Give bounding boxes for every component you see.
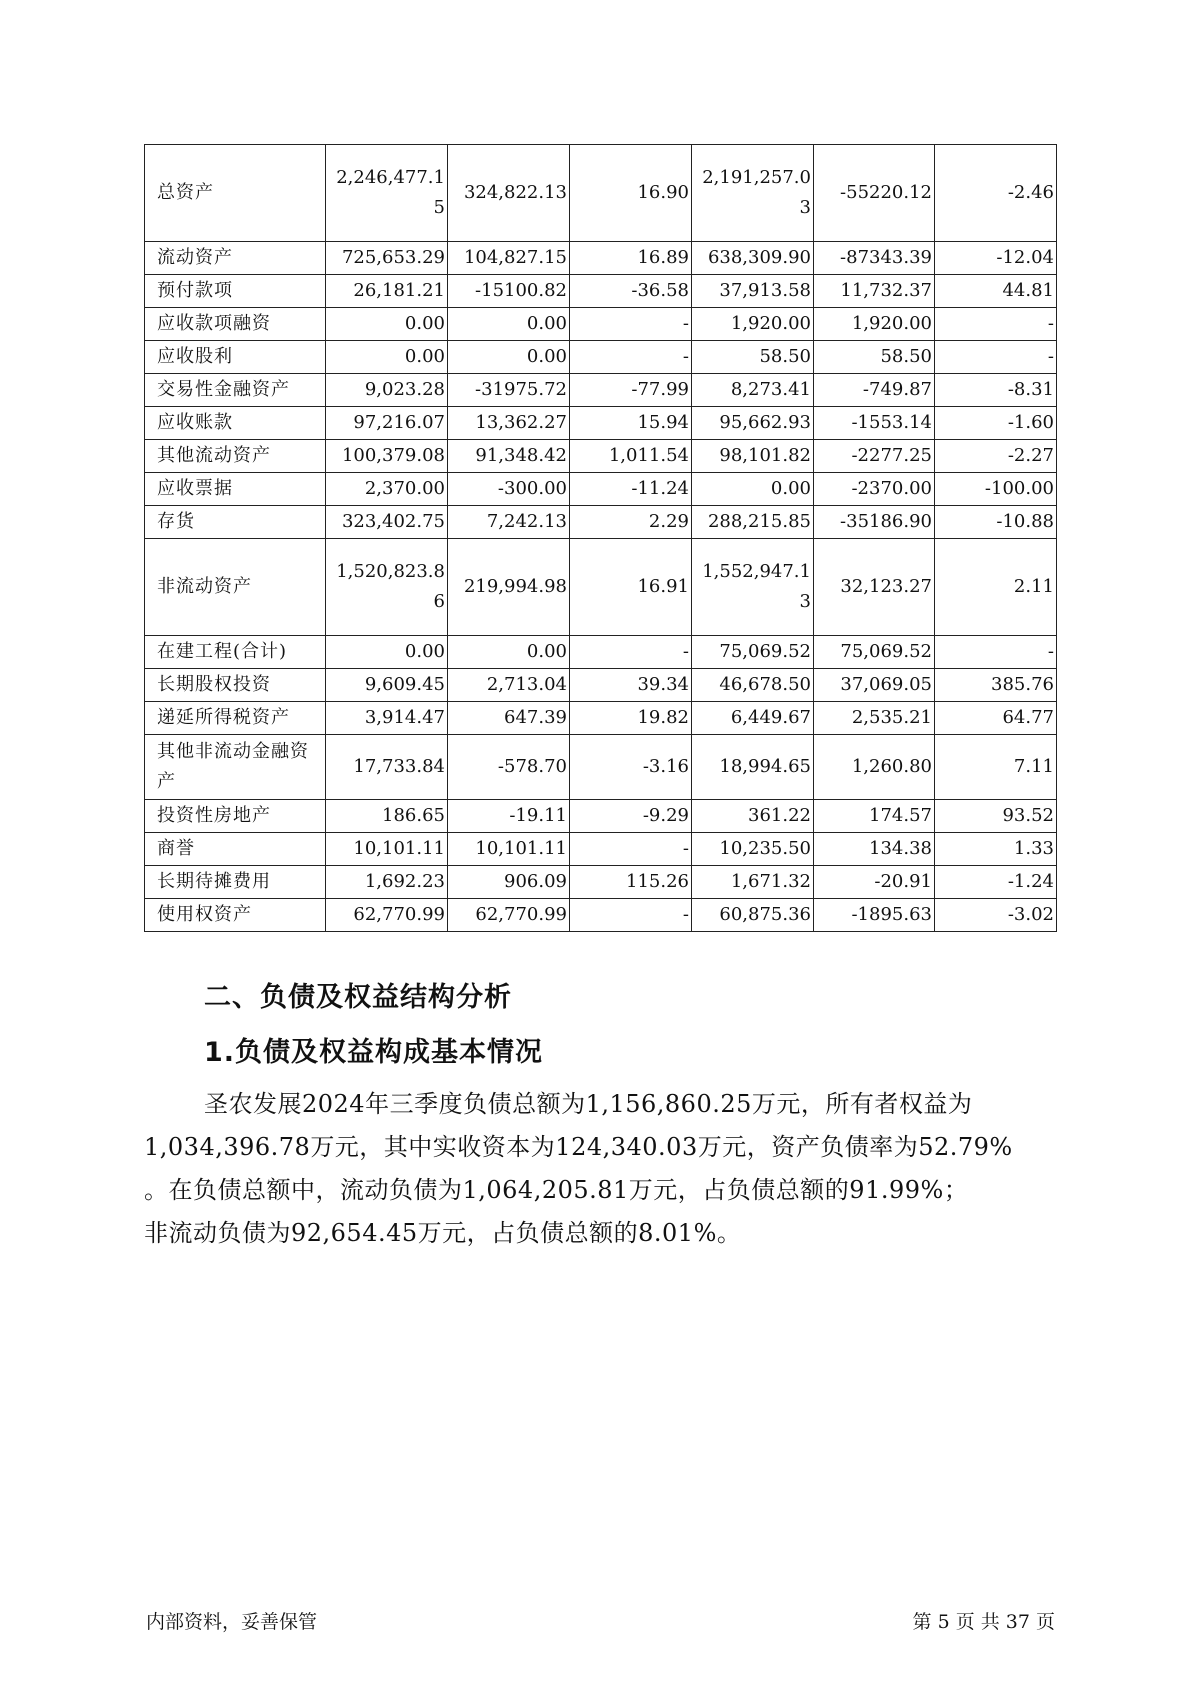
table-cell: 100,379.08: [326, 440, 448, 473]
table-cell: 1,692.23: [326, 866, 448, 899]
table-cell: 0.00: [448, 308, 570, 341]
table-row: [145, 275, 1057, 308]
table-cell: -1895.63: [814, 899, 935, 932]
table-cell: 186.65: [326, 800, 448, 833]
row-label: 使用权资产: [145, 899, 326, 932]
table-cell: 10,101.11: [326, 833, 448, 866]
table-cell: 32,123.27: [814, 539, 935, 636]
row-label: 其他流动资产: [145, 440, 326, 473]
section-title: 二、负债及权益结构分析: [204, 982, 512, 1013]
table-row: [145, 833, 1057, 866]
table-cell: 288,215.85: [692, 506, 814, 539]
table-cell: 93.52: [935, 800, 1057, 833]
row-label: 预付款项: [145, 275, 326, 308]
asset-table: [144, 144, 1057, 932]
table-cell: -12.04: [935, 242, 1057, 275]
table-cell: 7.11: [935, 735, 1057, 800]
table-cell: 0.00: [326, 308, 448, 341]
row-label: 应收票据: [145, 473, 326, 506]
table-cell: 15.94: [570, 407, 692, 440]
paragraph-line: 。在负债总额中，流动负债为1,064,205.81万元，占负债总额的91.99%；: [144, 1176, 969, 1204]
table-cell: 0.00: [326, 341, 448, 374]
paragraph-line: 非流动负债为92,654.45万元，占负债总额的8.01%。: [144, 1219, 742, 1247]
table-row: [145, 440, 1057, 473]
row-label: 投资性房地产: [145, 800, 326, 833]
table-cell: -87343.39: [814, 242, 935, 275]
subsection-title: 1.负债及权益构成基本情况: [204, 1037, 544, 1068]
table-cell: 2,191,257.03: [692, 145, 814, 242]
table-row: [145, 735, 1057, 800]
table-row: [145, 866, 1057, 899]
paragraph-line: 1,034,396.78万元，其中实收资本为124,340.03万元，资产负债率为52.79%: [144, 1133, 1013, 1161]
table-cell: -11.24: [570, 473, 692, 506]
table-cell: 2.11: [935, 539, 1057, 636]
table-cell: -2.27: [935, 440, 1057, 473]
table-cell: 6,449.67: [692, 702, 814, 735]
table-cell: 1,552,947.13: [692, 539, 814, 636]
table-cell: -8.31: [935, 374, 1057, 407]
table-cell: 906.09: [448, 866, 570, 899]
table-cell: 46,678.50: [692, 669, 814, 702]
table-row: [145, 669, 1057, 702]
table-cell: -1553.14: [814, 407, 935, 440]
row-label: 存货: [145, 506, 326, 539]
table-row: [145, 341, 1057, 374]
table-cell: 174.57: [814, 800, 935, 833]
table-cell: 647.39: [448, 702, 570, 735]
table-cell: 0.00: [448, 341, 570, 374]
table-cell: -: [570, 899, 692, 932]
table-cell: 62,770.99: [326, 899, 448, 932]
row-label: 交易性金融资产: [145, 374, 326, 407]
table-cell: -31975.72: [448, 374, 570, 407]
table-cell: 1,671.32: [692, 866, 814, 899]
table-cell: -15100.82: [448, 275, 570, 308]
table-cell: 44.81: [935, 275, 1057, 308]
table-cell: 2,713.04: [448, 669, 570, 702]
table-cell: -749.87: [814, 374, 935, 407]
footer-page-number: 第 5 页 共 37 页: [912, 1611, 1055, 1633]
table-cell: 1,920.00: [814, 308, 935, 341]
table-cell: -: [570, 308, 692, 341]
row-label: 商誉: [145, 833, 326, 866]
table-cell: 1,011.54: [570, 440, 692, 473]
table-cell: -100.00: [935, 473, 1057, 506]
table-cell: 16.90: [570, 145, 692, 242]
table-cell: 60,875.36: [692, 899, 814, 932]
row-label: 递延所得税资产: [145, 702, 326, 735]
row-label: 应收款项融资: [145, 308, 326, 341]
table-cell: -77.99: [570, 374, 692, 407]
table-cell: -20.91: [814, 866, 935, 899]
table-cell: -: [935, 636, 1057, 669]
table-row: [145, 899, 1057, 932]
asset-table-body: [145, 145, 1057, 932]
row-label: 长期股权投资: [145, 669, 326, 702]
table-row: [145, 473, 1057, 506]
table-cell: -35186.90: [814, 506, 935, 539]
table-cell: -2370.00: [814, 473, 935, 506]
row-label: 应收账款: [145, 407, 326, 440]
table-cell: 1.33: [935, 833, 1057, 866]
footer-confidential-note: 内部资料，妥善保管: [146, 1611, 318, 1633]
table-cell: 134.38: [814, 833, 935, 866]
row-label: 其他非流动金融资产: [145, 735, 326, 800]
table-cell: 11,732.37: [814, 275, 935, 308]
table-row: [145, 539, 1057, 636]
table-cell: 7,242.13: [448, 506, 570, 539]
table-cell: 58.50: [692, 341, 814, 374]
table-cell: 323,402.75: [326, 506, 448, 539]
table-cell: 219,994.98: [448, 539, 570, 636]
table-cell: 2,535.21: [814, 702, 935, 735]
table-cell: 2.29: [570, 506, 692, 539]
table-cell: 115.26: [570, 866, 692, 899]
table-cell: -2277.25: [814, 440, 935, 473]
table-cell: -: [570, 636, 692, 669]
table-cell: 2,246,477.15: [326, 145, 448, 242]
row-label: 应收股利: [145, 341, 326, 374]
table-cell: 10,101.11: [448, 833, 570, 866]
table-cell: 9,023.28: [326, 374, 448, 407]
row-label: 长期待摊费用: [145, 866, 326, 899]
table-cell: 97,216.07: [326, 407, 448, 440]
table-cell: 64.77: [935, 702, 1057, 735]
table-row: [145, 407, 1057, 440]
table-cell: -: [935, 341, 1057, 374]
table-cell: 16.89: [570, 242, 692, 275]
table-cell: -: [935, 308, 1057, 341]
table-cell: 98,101.82: [692, 440, 814, 473]
table-cell: 95,662.93: [692, 407, 814, 440]
table-cell: 324,822.13: [448, 145, 570, 242]
table-cell: 26,181.21: [326, 275, 448, 308]
table-cell: 725,653.29: [326, 242, 448, 275]
table-cell: -19.11: [448, 800, 570, 833]
table-cell: 1,520,823.86: [326, 539, 448, 636]
table-row: [145, 636, 1057, 669]
table-row: [145, 800, 1057, 833]
table-row: [145, 506, 1057, 539]
table-row: [145, 308, 1057, 341]
table-cell: -300.00: [448, 473, 570, 506]
table-cell: -3.16: [570, 735, 692, 800]
table-cell: -3.02: [935, 899, 1057, 932]
row-label: 非流动资产: [145, 539, 326, 636]
table-cell: -1.60: [935, 407, 1057, 440]
table-cell: 37,913.58: [692, 275, 814, 308]
table-row: [145, 702, 1057, 735]
table-row: [145, 374, 1057, 407]
table-cell: 19.82: [570, 702, 692, 735]
table-cell: 39.34: [570, 669, 692, 702]
table-cell: 1,260.80: [814, 735, 935, 800]
table-cell: 75,069.52: [692, 636, 814, 669]
table-cell: 13,362.27: [448, 407, 570, 440]
table-cell: 8,273.41: [692, 374, 814, 407]
table-cell: 91,348.42: [448, 440, 570, 473]
table-cell: 10,235.50: [692, 833, 814, 866]
table-cell: -: [570, 341, 692, 374]
row-label: 总资产: [145, 145, 326, 242]
table-cell: -: [570, 833, 692, 866]
table-cell: 75,069.52: [814, 636, 935, 669]
table-cell: 0.00: [326, 636, 448, 669]
table-cell: 58.50: [814, 341, 935, 374]
table-cell: -55220.12: [814, 145, 935, 242]
table-cell: 0.00: [448, 636, 570, 669]
row-label: 在建工程(合计): [145, 636, 326, 669]
table-cell: -9.29: [570, 800, 692, 833]
table-cell: -2.46: [935, 145, 1057, 242]
row-label: 流动资产: [145, 242, 326, 275]
table-cell: 0.00: [692, 473, 814, 506]
table-cell: 385.76: [935, 669, 1057, 702]
table-cell: -10.88: [935, 506, 1057, 539]
table-cell: 2,370.00: [326, 473, 448, 506]
paragraph-line: 圣农发展2024年三季度负债总额为1,156,860.25万元，所有者权益为: [204, 1090, 973, 1118]
table-cell: 638,309.90: [692, 242, 814, 275]
body-paragraph: [144, 1083, 1056, 1255]
table-cell: 104,827.15: [448, 242, 570, 275]
table-cell: 16.91: [570, 539, 692, 636]
table-cell: 1,920.00: [692, 308, 814, 341]
table-cell: 361.22: [692, 800, 814, 833]
table-cell: -578.70: [448, 735, 570, 800]
table-row: [145, 145, 1057, 242]
table-cell: 62,770.99: [448, 899, 570, 932]
table-cell: 17,733.84: [326, 735, 448, 800]
table-cell: 3,914.47: [326, 702, 448, 735]
table-cell: 37,069.05: [814, 669, 935, 702]
table-cell: 18,994.65: [692, 735, 814, 800]
table-cell: -36.58: [570, 275, 692, 308]
table-row: [145, 242, 1057, 275]
table-cell: -1.24: [935, 866, 1057, 899]
table-cell: 9,609.45: [326, 669, 448, 702]
